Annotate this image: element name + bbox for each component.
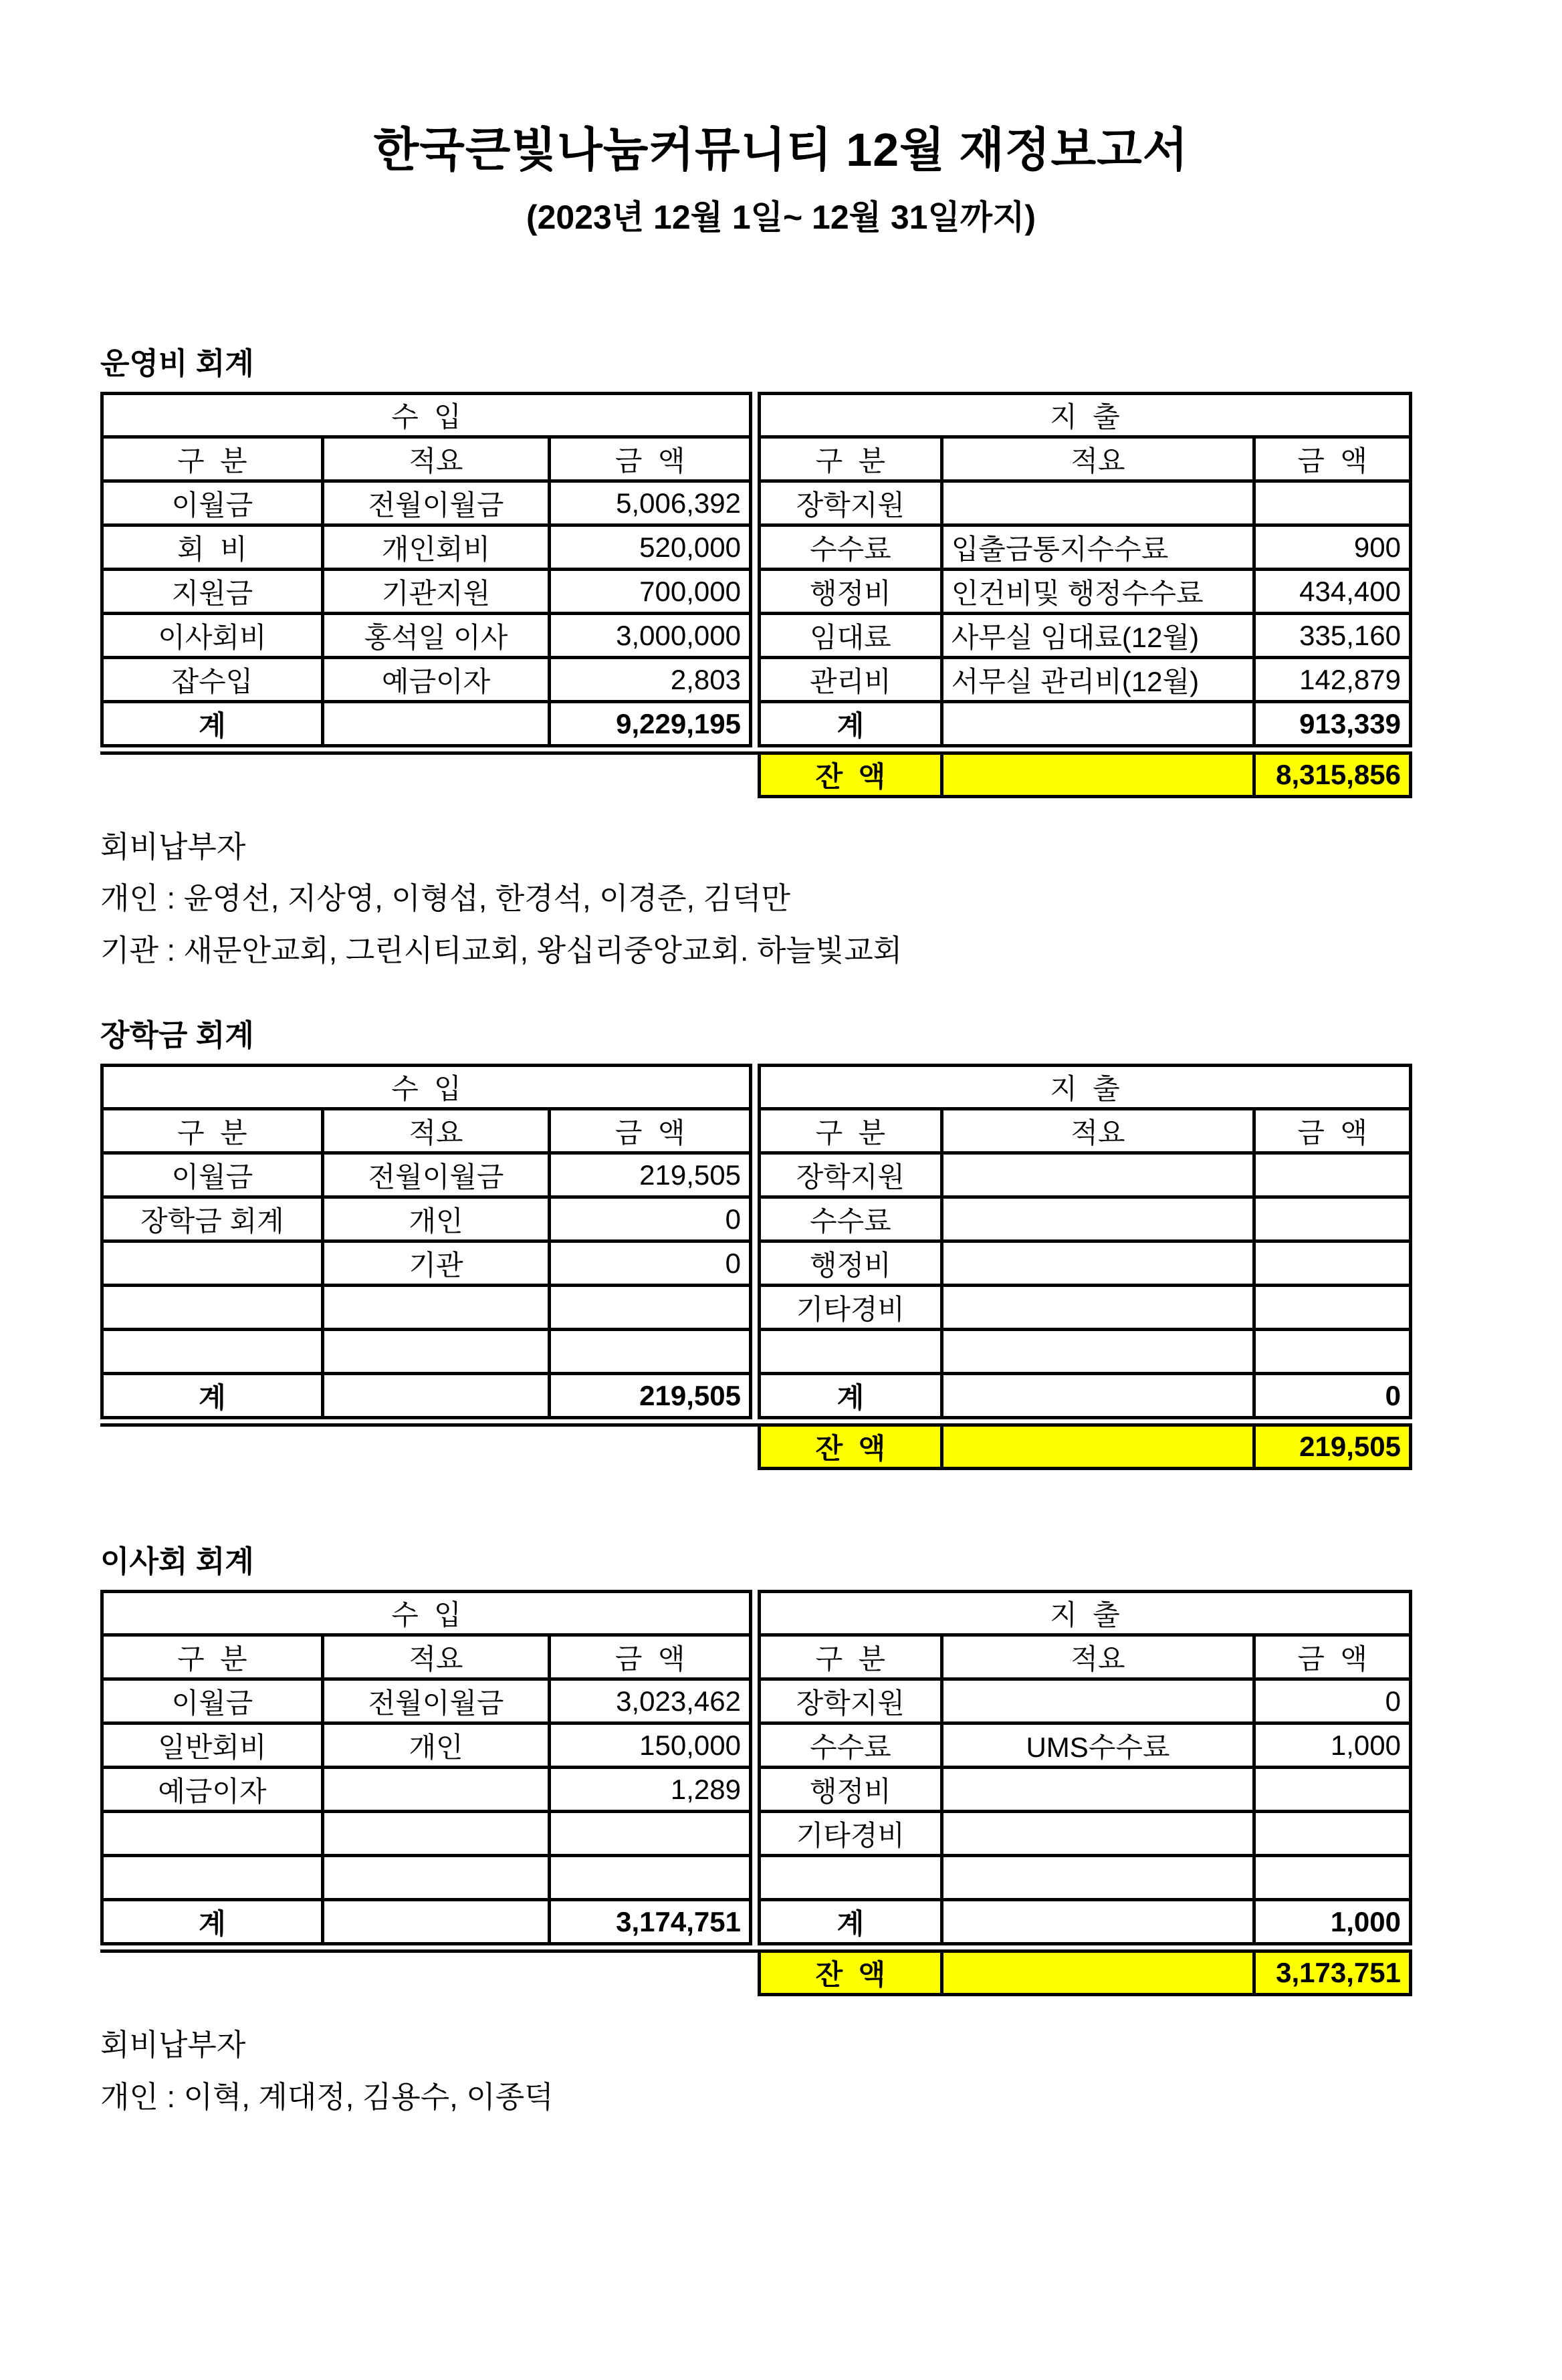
- cell-amount: [1254, 1330, 1411, 1374]
- table-row: [760, 481, 1411, 525]
- cell-desc: [322, 1768, 550, 1812]
- cell-category: 임대료: [760, 614, 942, 658]
- cell-amount: [1254, 1241, 1411, 1286]
- notes-block: [100, 821, 1412, 976]
- section-scholarship: [100, 1011, 1412, 1470]
- cell-desc: 기관: [322, 1241, 550, 1286]
- expense-header: 지 출: [760, 1066, 1411, 1109]
- cell-category: 회 비: [102, 525, 323, 570]
- cell-desc: 개인: [322, 1197, 550, 1241]
- cell-desc: [322, 1286, 550, 1330]
- cell-amount: [1254, 1153, 1411, 1197]
- table-row: [760, 614, 1411, 658]
- page-subtitle: (2023년 12월 1일~ 12월 31일까지): [526, 199, 1036, 236]
- col-header-desc: 적요: [941, 1109, 1254, 1153]
- section-operating: [100, 339, 1412, 976]
- cell-amount: 434,400: [1254, 570, 1411, 614]
- cell-desc: 개인회비: [322, 525, 550, 570]
- income-table: [100, 392, 752, 747]
- col-header-category: 구 분: [102, 1635, 323, 1679]
- balance-label: 잔 액: [760, 1427, 942, 1469]
- cell-category: 이월금: [102, 1153, 323, 1197]
- cell-desc: 기관지원: [322, 570, 550, 614]
- cell-amount: 0: [550, 1197, 751, 1241]
- col-header-amount: 금 액: [550, 1109, 751, 1153]
- cell-desc: [941, 1241, 1254, 1286]
- cell-category: 일반회비: [102, 1723, 323, 1768]
- col-header-category: 구 분: [102, 1109, 323, 1153]
- cell-amount: 142,879: [1254, 658, 1411, 702]
- cell-desc: 전월이월금: [322, 1153, 550, 1197]
- cell-desc: [941, 1286, 1254, 1330]
- total-desc: [322, 1900, 550, 1944]
- table-row: [760, 1812, 1411, 1856]
- cell-category: 행정비: [760, 1768, 942, 1812]
- table-row: [102, 1197, 751, 1241]
- note-line: 기관 : 새문안교회, 그린시티교회, 왕십리중앙교회. 하늘빛교회: [100, 933, 903, 967]
- cell-amount: 3,023,462: [550, 1679, 751, 1723]
- cell-desc: 개인: [322, 1723, 550, 1768]
- cell-desc: [941, 1768, 1254, 1812]
- cell-category: 관리비: [760, 658, 942, 702]
- cell-category: 장학지원: [760, 1679, 942, 1723]
- table-row: [102, 1330, 751, 1374]
- total-label: 계: [760, 1900, 942, 1944]
- col-header-desc: 적요: [322, 1635, 550, 1679]
- total-row: [760, 702, 1411, 746]
- page-title: 한국큰빛나눔커뮤니티 12월 재정보고서: [373, 124, 1189, 176]
- cell-amount: 219,505: [550, 1153, 751, 1197]
- table-row: [102, 481, 751, 525]
- cell-amount: 520,000: [550, 525, 751, 570]
- cell-amount: [550, 1856, 751, 1900]
- income-header: 수 입: [102, 1592, 751, 1635]
- table-row: [760, 1153, 1411, 1197]
- cell-amount: [1254, 1812, 1411, 1856]
- cell-desc: [941, 1856, 1254, 1900]
- section-tables: [100, 1590, 1412, 1945]
- expense-table: [758, 392, 1412, 747]
- total-row: [760, 1374, 1411, 1418]
- cell-amount: 335,160: [1254, 614, 1411, 658]
- balance-amount: 8,315,856: [1254, 755, 1411, 797]
- total-desc: [322, 1374, 550, 1418]
- table-row: [102, 1856, 751, 1900]
- cell-category: 이월금: [102, 481, 323, 525]
- cell-amount: [1254, 1856, 1411, 1900]
- cell-desc: 전월이월금: [322, 481, 550, 525]
- cell-category: 기타경비: [760, 1812, 942, 1856]
- cell-desc: 입출금통지수수료: [941, 525, 1254, 570]
- cell-category: 이사회비: [102, 614, 323, 658]
- cell-category: [102, 1812, 323, 1856]
- col-header-amount: 금 액: [1254, 1635, 1411, 1679]
- total-desc: [941, 702, 1254, 746]
- cell-desc: [941, 481, 1254, 525]
- total-amount: 913,339: [1254, 702, 1411, 746]
- table-row: [102, 1286, 751, 1330]
- balance-row: [758, 1953, 1412, 1996]
- report-body: [100, 339, 1412, 2123]
- cell-category: 잡수입: [102, 658, 323, 702]
- cell-category: 장학지원: [760, 481, 942, 525]
- cell-amount: 1,000: [1254, 1723, 1411, 1768]
- note-line: 개인 : 윤영선, 지상영, 이형섭, 한경석, 이경준, 김덕만: [100, 881, 790, 916]
- total-desc: [941, 1374, 1254, 1418]
- table-row: [760, 658, 1411, 702]
- total-label: 계: [102, 1374, 323, 1418]
- cell-amount: [1254, 1768, 1411, 1812]
- total-row: [102, 1900, 751, 1944]
- table-row: [760, 1723, 1411, 1768]
- cell-category: 수수료: [760, 525, 942, 570]
- expense-table: [758, 1064, 1412, 1419]
- col-header-category: 구 분: [760, 1109, 942, 1153]
- cell-desc: [941, 1330, 1254, 1374]
- cell-desc: UMS수수료: [941, 1723, 1254, 1768]
- total-amount: 1,000: [1254, 1900, 1411, 1944]
- note-line: 개인 : 이혁, 계대정, 김용수, 이종덕: [100, 2079, 554, 2114]
- cell-amount: 0: [550, 1241, 751, 1286]
- table-row: [102, 614, 751, 658]
- balance-row: [758, 1427, 1412, 1470]
- notes-block: [100, 2019, 1412, 2123]
- section-tables: [100, 1064, 1412, 1419]
- table-row: [760, 1330, 1411, 1374]
- cell-category: [760, 1856, 942, 1900]
- table-row: [102, 1153, 751, 1197]
- total-label: 계: [760, 702, 942, 746]
- cell-desc: 사무실 임대료(12월): [941, 614, 1254, 658]
- col-header-category: 구 분: [102, 437, 323, 481]
- expense-header: 지 출: [760, 1592, 1411, 1635]
- table-row: [102, 1768, 751, 1812]
- col-header-desc: 적요: [941, 1635, 1254, 1679]
- cell-category: [102, 1286, 323, 1330]
- col-header-amount: 금 액: [1254, 1109, 1411, 1153]
- balance-label: 잔 액: [760, 755, 942, 797]
- table-row: [760, 1768, 1411, 1812]
- cell-amount: 1,289: [550, 1768, 751, 1812]
- total-amount: 3,174,751: [550, 1900, 751, 1944]
- cell-amount: [550, 1330, 751, 1374]
- cell-desc: [941, 1679, 1254, 1723]
- table-row: [760, 570, 1411, 614]
- table-row: [102, 525, 751, 570]
- cell-desc: [941, 1197, 1254, 1241]
- col-header-amount: 금 액: [1254, 437, 1411, 481]
- col-header-desc: 적요: [941, 437, 1254, 481]
- col-header-amount: 금 액: [550, 1635, 751, 1679]
- cell-desc: 홍석일 이사: [322, 614, 550, 658]
- cell-amount: 0: [1254, 1679, 1411, 1723]
- cell-desc: 서무실 관리비(12월): [941, 658, 1254, 702]
- note-line: 회비납부자: [100, 830, 246, 864]
- cell-desc: [322, 1330, 550, 1374]
- col-header-desc: 적요: [322, 437, 550, 481]
- cell-amount: [1254, 1286, 1411, 1330]
- col-header-category: 구 분: [760, 437, 942, 481]
- total-desc: [322, 702, 550, 746]
- cell-category: 장학금 회계: [102, 1197, 323, 1241]
- income-table: [100, 1590, 752, 1945]
- col-header-amount: 금 액: [550, 437, 751, 481]
- table-row: [760, 1679, 1411, 1723]
- cell-category: [102, 1241, 323, 1286]
- cell-category: 기타경비: [760, 1286, 942, 1330]
- cell-category: 이월금: [102, 1679, 323, 1723]
- section-title: 장학금 회계: [100, 1018, 254, 1053]
- balance-amount: 3,173,751: [1254, 1953, 1411, 1995]
- cell-category: [102, 1856, 323, 1900]
- section-board: [100, 1537, 1412, 2123]
- income-table: [100, 1064, 752, 1419]
- cell-amount: [1254, 481, 1411, 525]
- total-amount: 9,229,195: [550, 702, 751, 746]
- cell-amount: 3,000,000: [550, 614, 751, 658]
- total-label: 계: [760, 1374, 942, 1418]
- balance-amount: 219,505: [1254, 1427, 1411, 1469]
- expense-header: 지 출: [760, 394, 1411, 437]
- balance-desc: [941, 755, 1254, 797]
- total-amount: 219,505: [550, 1374, 751, 1418]
- table-row: [102, 570, 751, 614]
- cell-category: 행정비: [760, 1241, 942, 1286]
- total-amount: 0: [1254, 1374, 1411, 1418]
- cell-amount: 900: [1254, 525, 1411, 570]
- col-header-category: 구 분: [760, 1635, 942, 1679]
- note-line: 회비납부자: [100, 2028, 246, 2062]
- total-desc: [941, 1900, 1254, 1944]
- cell-desc: [941, 1812, 1254, 1856]
- total-label: 계: [102, 1900, 323, 1944]
- cell-desc: [322, 1856, 550, 1900]
- col-header-desc: 적요: [322, 1109, 550, 1153]
- cell-amount: 700,000: [550, 570, 751, 614]
- cell-desc: 예금이자: [322, 658, 550, 702]
- balance-label: 잔 액: [760, 1953, 942, 1995]
- cell-category: 행정비: [760, 570, 942, 614]
- total-row: [102, 702, 751, 746]
- table-row: [760, 1856, 1411, 1900]
- cell-desc: [941, 1153, 1254, 1197]
- cell-category: 지원금: [102, 570, 323, 614]
- cell-desc: 인건비및 행정수수료: [941, 570, 1254, 614]
- total-label: 계: [102, 702, 323, 746]
- cell-category: 수수료: [760, 1723, 942, 1768]
- cell-category: 장학지원: [760, 1153, 942, 1197]
- balance-desc: [941, 1953, 1254, 1995]
- table-row: [760, 525, 1411, 570]
- cell-amount: 5,006,392: [550, 481, 751, 525]
- cell-desc: 전월이월금: [322, 1679, 550, 1723]
- table-row: [102, 1679, 751, 1723]
- total-row: [760, 1900, 1411, 1944]
- balance-row: [758, 755, 1412, 798]
- cell-category: [102, 1330, 323, 1374]
- expense-table: [758, 1590, 1412, 1945]
- table-row: [102, 658, 751, 702]
- income-header: 수 입: [102, 1066, 751, 1109]
- table-row: [102, 1241, 751, 1286]
- table-row: [102, 1812, 751, 1856]
- total-row: [102, 1374, 751, 1418]
- cell-category: [760, 1330, 942, 1374]
- income-header: 수 입: [102, 394, 751, 437]
- cell-category: 예금이자: [102, 1768, 323, 1812]
- cell-amount: 2,803: [550, 658, 751, 702]
- cell-amount: [1254, 1197, 1411, 1241]
- cell-desc: [322, 1812, 550, 1856]
- table-row: [760, 1286, 1411, 1330]
- cell-amount: 150,000: [550, 1723, 751, 1768]
- section-tables: [100, 392, 1412, 747]
- section-title: 이사회 회계: [100, 1544, 254, 1579]
- table-row: [102, 1723, 751, 1768]
- cell-amount: [550, 1812, 751, 1856]
- cell-category: 수수료: [760, 1197, 942, 1241]
- balance-desc: [941, 1427, 1254, 1469]
- cell-amount: [550, 1286, 751, 1330]
- table-row: [760, 1241, 1411, 1286]
- table-row: [760, 1197, 1411, 1241]
- section-title: 운영비 회계: [100, 346, 254, 380]
